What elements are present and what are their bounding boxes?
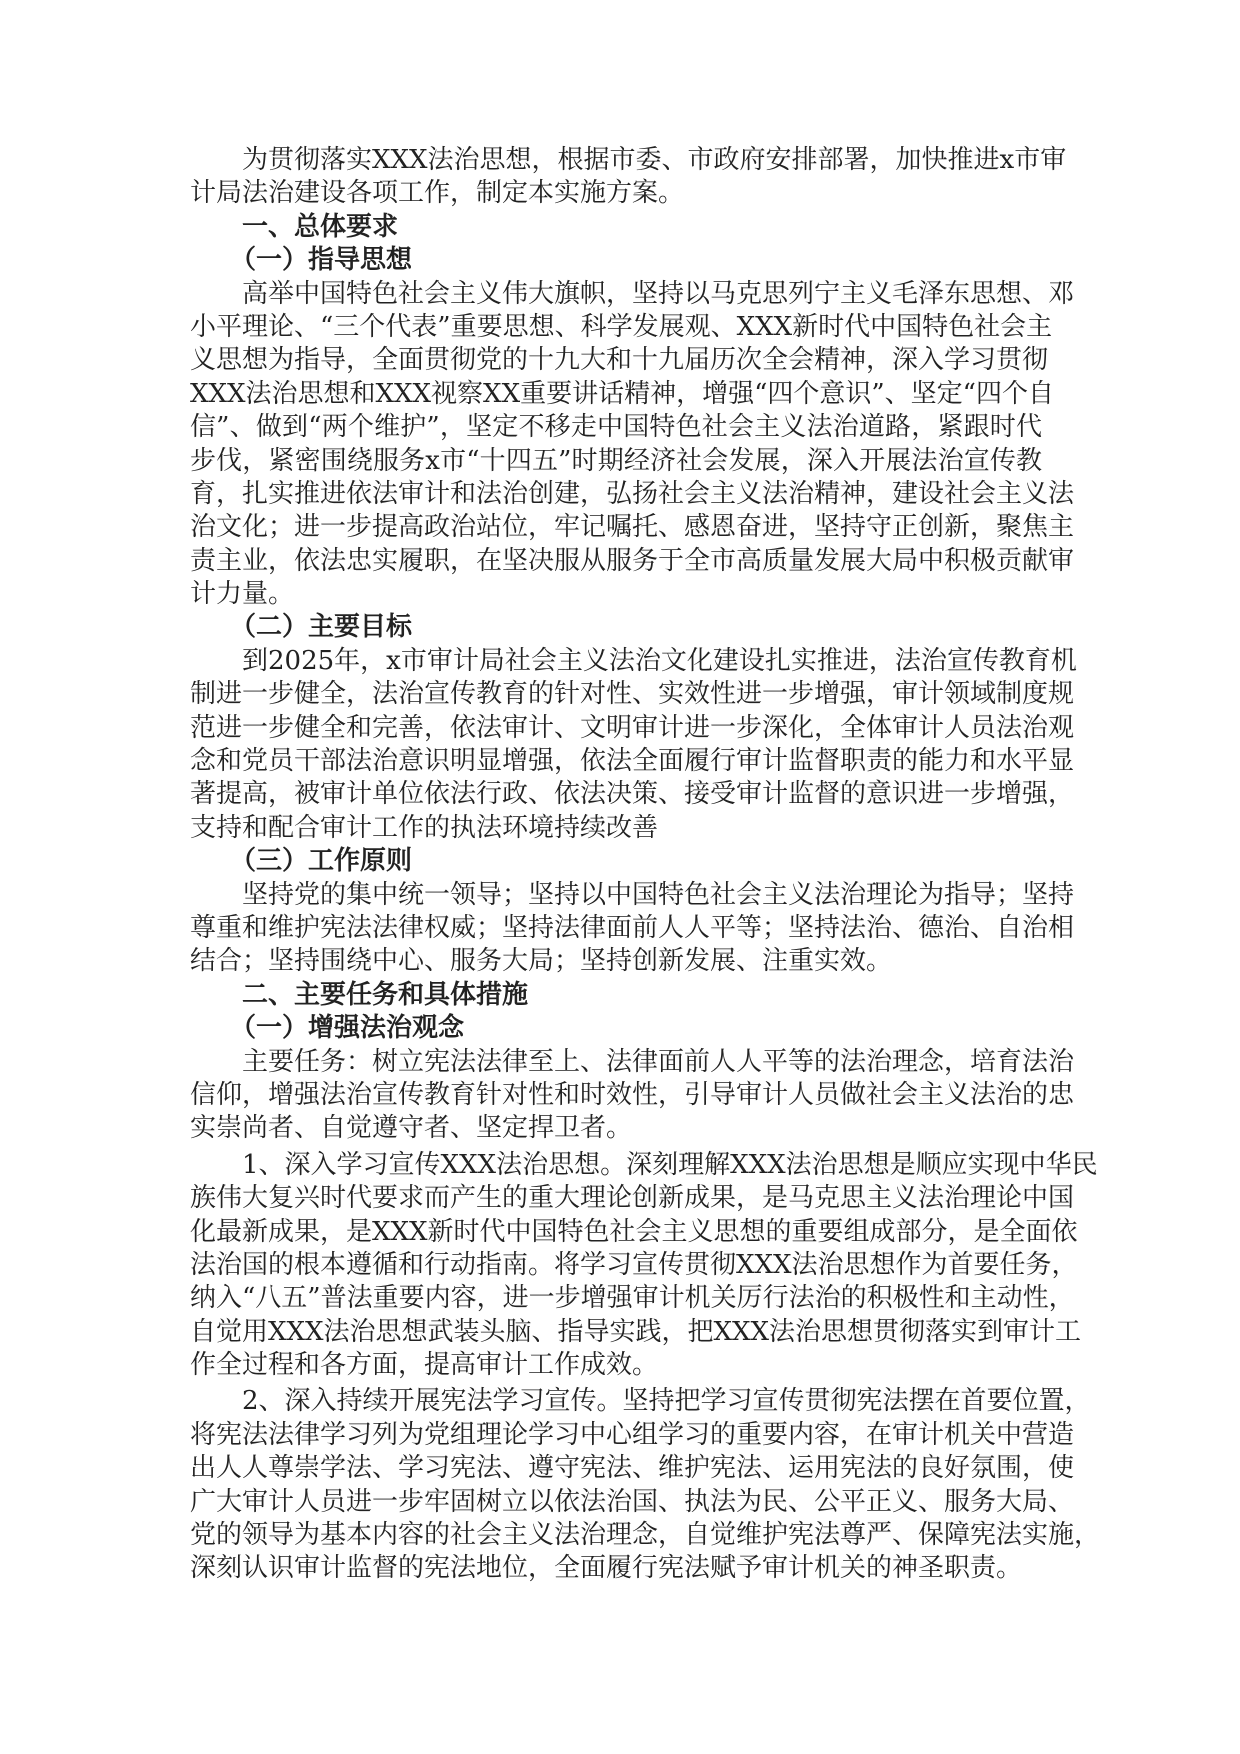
text-line: 范进一步健全和完善，依法审计、文明审计进一步深化，全体审计人员法治观: [190, 712, 1075, 743]
text-line: 为贯彻落实XXX法治思想，根据市委、市政府安排部署，加快推进x市审: [242, 145, 1067, 175]
text-line: 结合；坚持围绕中心、服务大局；坚持创新发展、注重实效。: [190, 946, 893, 977]
body-paragraph: [190, 144, 1067, 211]
subsection-heading: [190, 244, 1042, 277]
text-line: 一、总体要求: [242, 211, 399, 242]
text-line: 法治国的根本遵循和行动指南。将学习宣传贯彻XXX法治思想作为首要任务，: [190, 1249, 1078, 1280]
text-line: 坚持党的集中统一领导；坚持以中国特色社会主义法治理论为指导；坚持: [242, 879, 1075, 910]
body-paragraph: [190, 278, 1075, 612]
text-line: 到2025年，x市审计局社会主义法治文化建设扎实推进，法治宣传教育机: [242, 645, 1077, 676]
text-line: 著提高，被审计单位依法行政、依法决策、接受审计监督的意识进一步增强，: [190, 779, 1075, 810]
section-heading: [190, 211, 1042, 244]
subsection-heading: [190, 611, 1042, 644]
text-line: 高举中国特色社会主义伟大旗帜，坚持以马克思列宁主义毛泽东思想、邓: [242, 278, 1075, 309]
body-paragraph: [190, 879, 1075, 979]
text-line: 信仰，增强法治宣传教育针对性和时效性，引导审计人员做社会主义法治的忠: [190, 1079, 1075, 1110]
text-line: 自觉用XXX法治思想武装头脑、指导实践，把XXX法治思想贯彻落实到审计工: [190, 1316, 1082, 1347]
text-line: 2、深入持续开展宪法学习宣传。坚持把学习宣传贯彻宪法摆在首要位置，: [242, 1386, 1091, 1417]
text-line: 小平理论、“三个代表”重要思想、科学发展观、XXX新时代中国特色社会主: [190, 311, 1053, 342]
body-paragraph: [190, 1046, 1075, 1146]
text-line: 族伟大复兴时代要求而产生的重大理论创新成果，是马克思主义法治理论中国: [190, 1183, 1075, 1214]
text-line: XXX法治思想和XXX视察XX重要讲话精神，增强“四个意识”、坚定“四个自: [190, 378, 1054, 409]
text-line: 将宪法法律学习列为党组理论学习中心组学习的重要内容，在审计机关中营造: [190, 1419, 1075, 1450]
text-line: 作全过程和各方面，提高审计工作成效。: [190, 1350, 659, 1381]
text-line: 计局法治建设各项工作，制定本实施方案。: [190, 178, 685, 209]
text-line: 育，扎实推进依法审计和法治创建，弘扬社会主义法治精神，建设社会主义法: [190, 478, 1075, 509]
text-line: 出人人尊崇学法、学习宪法、遵守宪法、维护宪法、运用宪法的良好氛围，使: [190, 1453, 1075, 1484]
text-line: 义思想为指导，全面贯彻党的十九大和十九届历次全会精神，深入学习贯彻: [190, 345, 1049, 376]
text-line: 尊重和维护宪法法律权威；坚持法律面前人人平等；坚持法治、德治、自治相: [190, 912, 1075, 943]
subsection-heading: [190, 845, 1042, 878]
text-line: 化最新成果，是XXX新时代中国特色社会主义思想的重要组成部分，是全面依: [190, 1216, 1078, 1247]
text-line: 党的领导为基本内容的社会主义法治理念，自觉维护宪法尊严、保障宪法实施，: [190, 1520, 1101, 1551]
text-line: （二）主要目标: [230, 612, 413, 643]
text-line: （三）工作原则: [230, 846, 413, 877]
text-line: （一）指导思想: [230, 245, 413, 276]
text-line: 治文化；进一步提高政治站位，牢记嘱托、感恩奋进，坚持守正创新，聚焦主: [190, 512, 1075, 543]
text-line: 纳入“八五”普法重要内容，进一步增强审计机关厉行法治的积极性和主动性，: [190, 1283, 1075, 1314]
section-heading: [190, 979, 1042, 1012]
text-line: 主要任务：树立宪法法律至上、法律面前人人平等的法治理念，培育法治: [242, 1046, 1075, 1077]
document-page: [190, 144, 1101, 1586]
body-paragraph: [190, 1149, 1098, 1383]
text-line: 责主业，依法忠实履职，在坚决服从服务于全市高质量发展大局中积极贡献审: [190, 545, 1075, 576]
text-line: 实崇尚者、自觉遵守者、坚定捍卫者。: [190, 1113, 633, 1144]
text-line: 信”、做到“两个维护”，坚定不移走中国特色社会主义法治道路，紧跟时代: [190, 412, 1042, 443]
text-line: 计力量。: [190, 579, 295, 610]
text-line: 制进一步健全，法治宣传教育的针对性、实效性进一步增强，审计领域制度规: [190, 679, 1075, 710]
text-line: 念和党员干部法治意识明显增强，依法全面履行审计监督职责的能力和水平显: [190, 746, 1075, 777]
text-line: 步伐，紧密围绕服务x市“十四五”时期经济社会发展，深入开展法治宣传教: [190, 445, 1042, 476]
text-line: 支持和配合审计工作的执法环境持续改善: [190, 812, 659, 843]
body-paragraph: [190, 1385, 1101, 1585]
text-line: （一）增强法治观念: [230, 1013, 465, 1044]
subsection-heading: [190, 1012, 1042, 1045]
text-line: 广大审计人员进一步牢固树立以依法治国、执法为民、公平正义、服务大局、: [190, 1486, 1075, 1517]
text-line: 深刻认识审计监督的宪法地位，全面履行宪法赋予审计机关的神圣职责。: [190, 1553, 1023, 1584]
body-paragraph: [190, 645, 1077, 845]
text-line: 二、主要任务和具体措施: [242, 979, 529, 1010]
text-line: 1、深入学习宣传XXX法治思想。深刻理解XXX法治思想是顺应实现中华民: [242, 1149, 1098, 1180]
